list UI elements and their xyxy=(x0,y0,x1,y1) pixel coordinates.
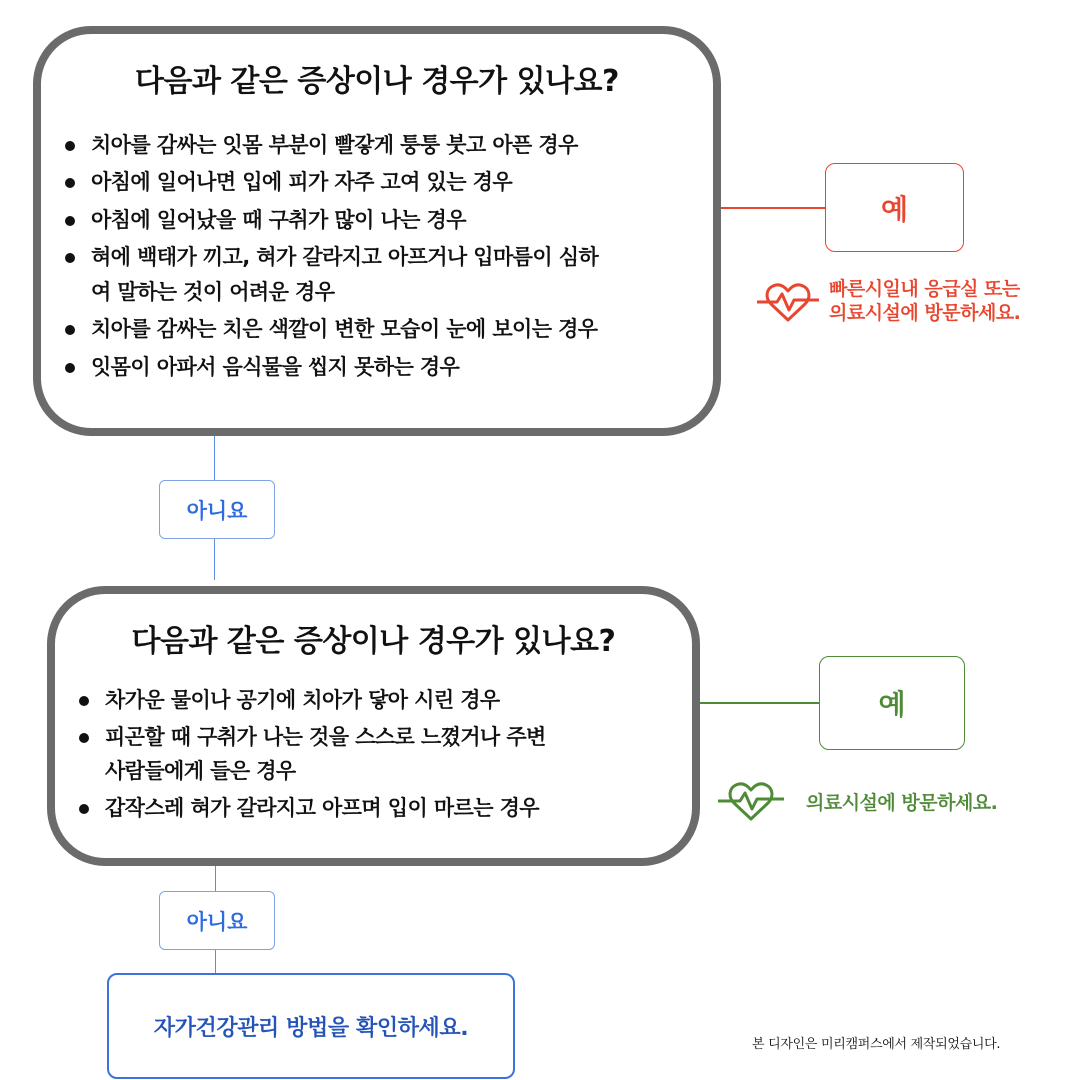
advice-urgent: 빠른시일내 응급실 또는 의료시설에 방문하세요. xyxy=(829,278,1021,325)
connector-yes-2 xyxy=(700,702,819,704)
list-item: 치아를 감싸는 잇몸 부분이 빨갛게 퉁퉁 붓고 아픈 경우 xyxy=(63,132,598,159)
bullet-icon xyxy=(79,696,89,706)
bullet-icon xyxy=(65,253,75,263)
design-credit: 본 디자인은 미리캠퍼스에서 제작되었습니다. xyxy=(752,1037,1001,1052)
bullet-icon xyxy=(79,733,89,743)
no-box-2: 아니요 xyxy=(159,891,275,950)
bullet-icon xyxy=(65,363,75,373)
symptom-list-2 xyxy=(77,687,546,822)
list-item: 피곤할 때 구취가 나는 것을 스스로 느꼈거나 주변 사람들에게 들은 경우 xyxy=(77,724,546,785)
list-item: 치아를 감싸는 치은 색깔이 변한 모습이 눈에 보이는 경우 xyxy=(63,316,598,343)
question-box-2 xyxy=(47,586,700,866)
bullet-icon xyxy=(65,325,75,335)
bullet-icon xyxy=(65,141,75,151)
list-item: 아침에 일어나면 입에 피가 자주 고여 있는 경우 xyxy=(63,169,598,196)
question-title-1: 다음과 같은 증상이나 경우가 있나요? xyxy=(135,64,619,99)
list-item: 잇몸이 아파서 음식물을 씹지 못하는 경우 xyxy=(63,354,598,381)
list-item: 갑작스레 혀가 갈라지고 아프며 입이 마르는 경우 xyxy=(77,795,546,822)
bullet-icon xyxy=(65,178,75,188)
list-item: 혀에 백태가 끼고, 혀가 갈라지고 아프거나 입마름이 심하 여 말하는 것이 어려운 경우 xyxy=(63,244,598,307)
no-box-1: 아니요 xyxy=(159,480,275,539)
connector-yes-1 xyxy=(721,207,825,209)
yes-box-2: 예 xyxy=(819,656,965,750)
heartbeat-icon xyxy=(718,780,784,824)
question-title-2: 다음과 같은 증상이나 경우가 있나요? xyxy=(131,624,616,659)
self-care-box: 자가건강관리 방법을 확인하세요. xyxy=(107,973,515,1079)
yes-box-1: 예 xyxy=(825,163,964,252)
bullet-icon xyxy=(65,216,75,226)
bullet-icon xyxy=(79,804,89,814)
question-box-1 xyxy=(33,26,721,436)
list-item: 차가운 물이나 공기에 치아가 닿아 시린 경우 xyxy=(77,687,546,714)
symptom-list-1 xyxy=(63,132,598,381)
advice-visit: 의료시설에 방문하세요. xyxy=(806,792,998,814)
heartbeat-icon xyxy=(757,280,819,326)
list-item: 아침에 일어났을 때 구취가 많이 나는 경우 xyxy=(63,207,598,234)
